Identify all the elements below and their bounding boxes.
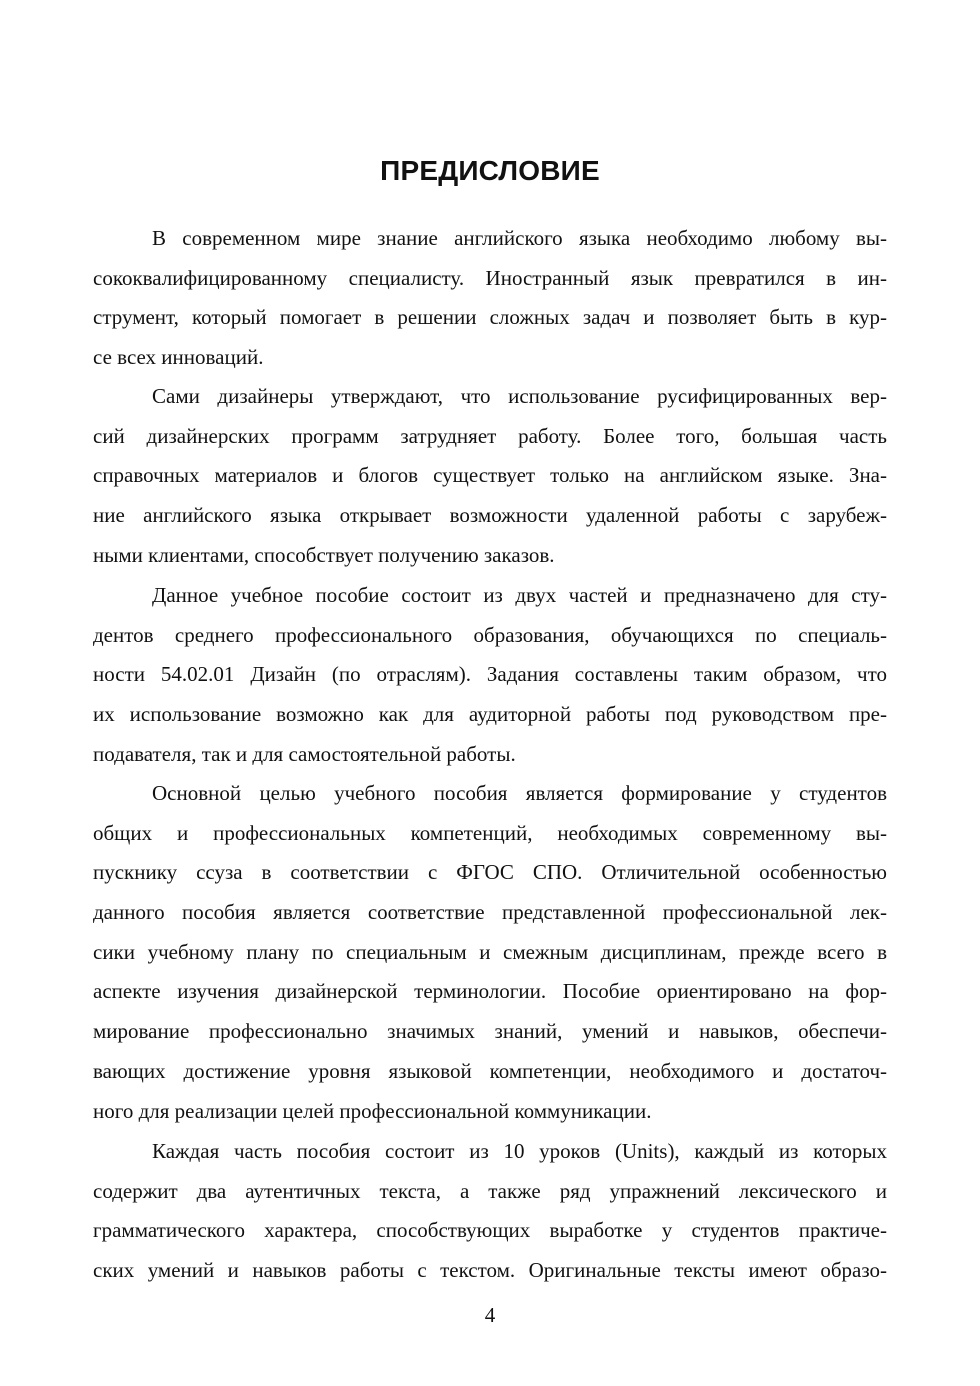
page-title: ПРЕДИСЛОВИЕ — [380, 155, 600, 186]
paragraph-line: Сами дизайнеры утверждают, что использование русифицированных вер- — [152, 384, 887, 408]
paragraph-line: справочных материалов и блогов существует только на английском языке. Зна- — [93, 463, 887, 488]
paragraph-line: ными клиентами, способствует получению заказов. — [93, 542, 555, 567]
paragraph-line: дентов среднего профессионального образования, обучающихся по специаль- — [93, 622, 887, 647]
paragraph-line: струмент, который помогает в решении сложных задач и позволяет быть в кур- — [93, 305, 887, 330]
paragraph-line: данного пособия является соответствие представленной профессиональной лек- — [93, 900, 887, 925]
paragraph-line: Основной целью учебного пособия является формирование у студентов — [152, 781, 887, 805]
paragraph-intro — [93, 219, 887, 378]
paragraph-units — [93, 1132, 887, 1291]
paragraph-line: ности 54.02.01 Дизайн (по отраслям). Задания составлены таким образом, что — [93, 662, 887, 687]
paragraph-line: аспекте изучения дизайнерской терминологии. Пособие ориентировано на фор- — [93, 979, 887, 1004]
paragraph-line: мирование профессионально значимых знаний, умений и навыков, обеспечи- — [93, 1019, 887, 1044]
paragraph-line: ние английского языка открывает возможности удаленной работы с зарубеж- — [93, 503, 887, 528]
paragraph-line: пускнику ссуза в соответствии с ФГОС СПО. Отличительной особенностью — [93, 860, 887, 885]
page-number: 4 — [484, 1303, 496, 1327]
paragraph-line: сий дизайнерских программ затрудняет работу. Более того, большая часть — [93, 423, 887, 448]
paragraph-line: В современном мире знание английского языка необходимо любому вы- — [152, 226, 887, 250]
paragraph-line: содержит два аутентичных текста, а также ряд упражнений лексического и — [93, 1178, 887, 1203]
paragraph-line: Данное учебное пособие состоит из двух частей и предназначено для сту- — [152, 583, 887, 607]
paragraph-line: подавателя, так и для самостоятельной работы. — [93, 741, 516, 766]
paragraph-line: се всех инноваций. — [93, 345, 264, 370]
paragraph-line: ного для реализации целей профессиональной коммуникации. — [93, 1098, 652, 1123]
paragraph-line: общих и профессиональных компетенций, необходимых современному вы- — [93, 820, 887, 845]
paragraph-line: сококвалифицированному специалисту. Иностранный язык превратился в ин- — [93, 265, 887, 290]
paragraph-line: грамматического характера, способствующих выработке у студентов практиче- — [93, 1218, 887, 1243]
paragraph-line: ских умений и навыков работы с текстом. Оригинальные тексты имеют образо- — [93, 1258, 887, 1283]
paragraph-line: Каждая часть пособия состоит из 10 уроков (Units), каждый из которых — [152, 1139, 887, 1163]
paragraph-line: вающих достижение уровня языковой компетенции, необходимого и достаточ- — [93, 1058, 887, 1083]
paragraph-line: сики учебному плану по специальным и смежным дисциплинам, прежде всего в — [93, 939, 887, 964]
paragraph-structure — [93, 576, 887, 774]
paragraph-goal — [93, 774, 887, 1131]
paragraph-line: их использование возможно как для аудиторной работы под руководством пре- — [93, 702, 887, 727]
paragraph-designers — [93, 377, 887, 575]
